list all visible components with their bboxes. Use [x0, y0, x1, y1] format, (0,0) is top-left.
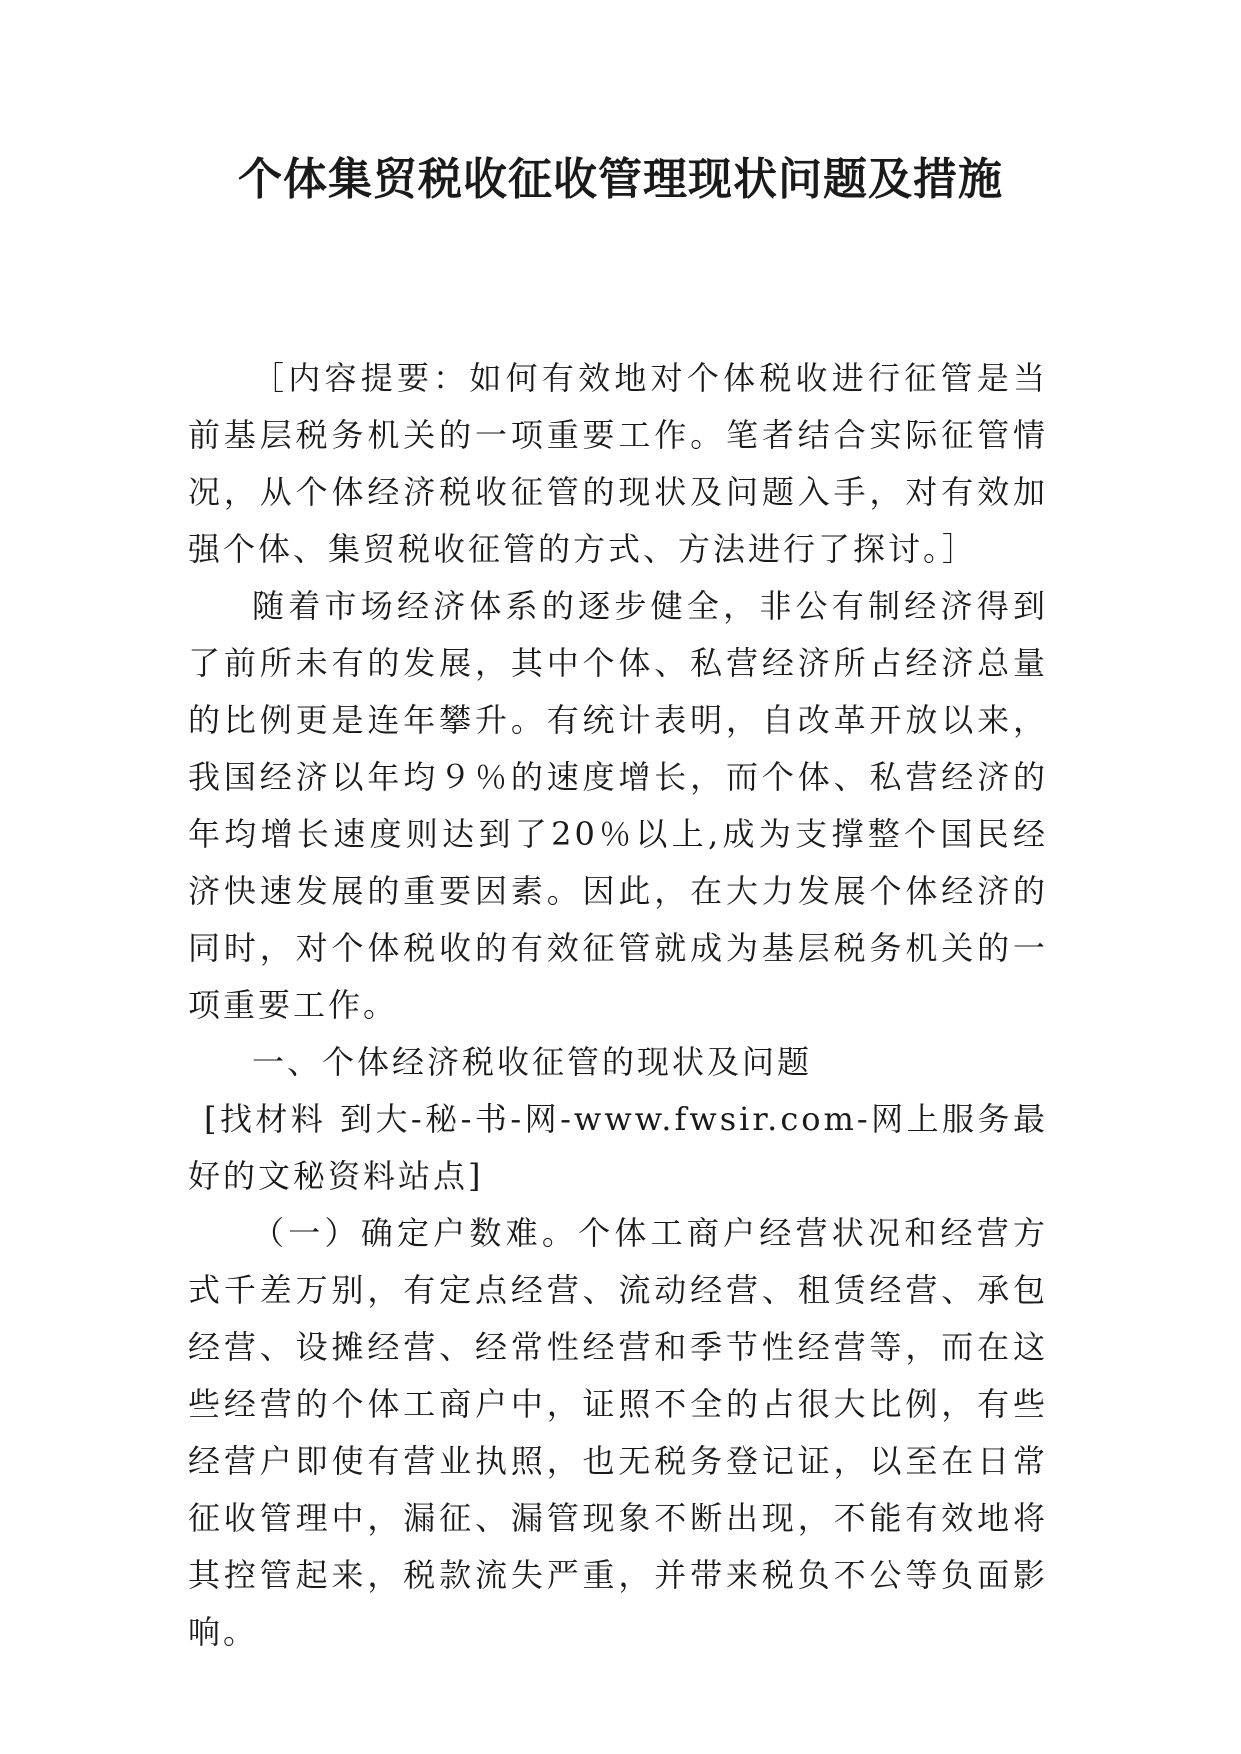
document-body [188, 350, 1048, 1661]
subsection-paragraph: （一）确定户数难。个体工商户经营状况和经营方式千差万别，有定点经营、流动经营、租赁经营、承包经营、设摊经营、经常性经营和季节性经营等，而在这些经营的个体工商户中，证照不全的占很大比例，有些经营户即使有营业执照，也无税务登记证，以至在日常征收管理中，漏征、漏管现象不断出现，不能有效地将其控管起来，税款流失严重，并带来税负不公等负面影响。 [188, 1214, 1048, 1651]
document-title: 个体集贸税收征收管理现状问题及措施 [238, 154, 1003, 205]
abstract-paragraph: ［内容提要：如何有效地对个体税收进行征管是当前基层税务机关的一项重要工作。笔者结合实际征管情况，从个体经济税收征管的现状及问题入手，对有效加强个体、集贸税收征管的方式、方法进行了探讨。］ [188, 359, 1048, 568]
source-note-paragraph: [找材料 到大-秘-书-网-www.fwsir.com-网上服务最好的文秘资料站点] [188, 1100, 1048, 1195]
section-heading: 一、个体经济税收征管的现状及问题 [252, 1043, 813, 1081]
intro-paragraph: 随着市场经济体系的逐步健全，非公有制经济得到了前所未有的发展，其中个体、私营经济所占经济总量的比例更是连年攀升。有统计表明，自改革开放以来，我国经济以年均９％的速度增长，而个体、私营经济的年均增长速度则达到了20％以上,成为支撑整个国民经济快速发展的重要因素。因此，在大力发展个体经济的同时，对个体税收的有效征管就成为基层税务机关的一项重要工作。 [188, 587, 1048, 1024]
